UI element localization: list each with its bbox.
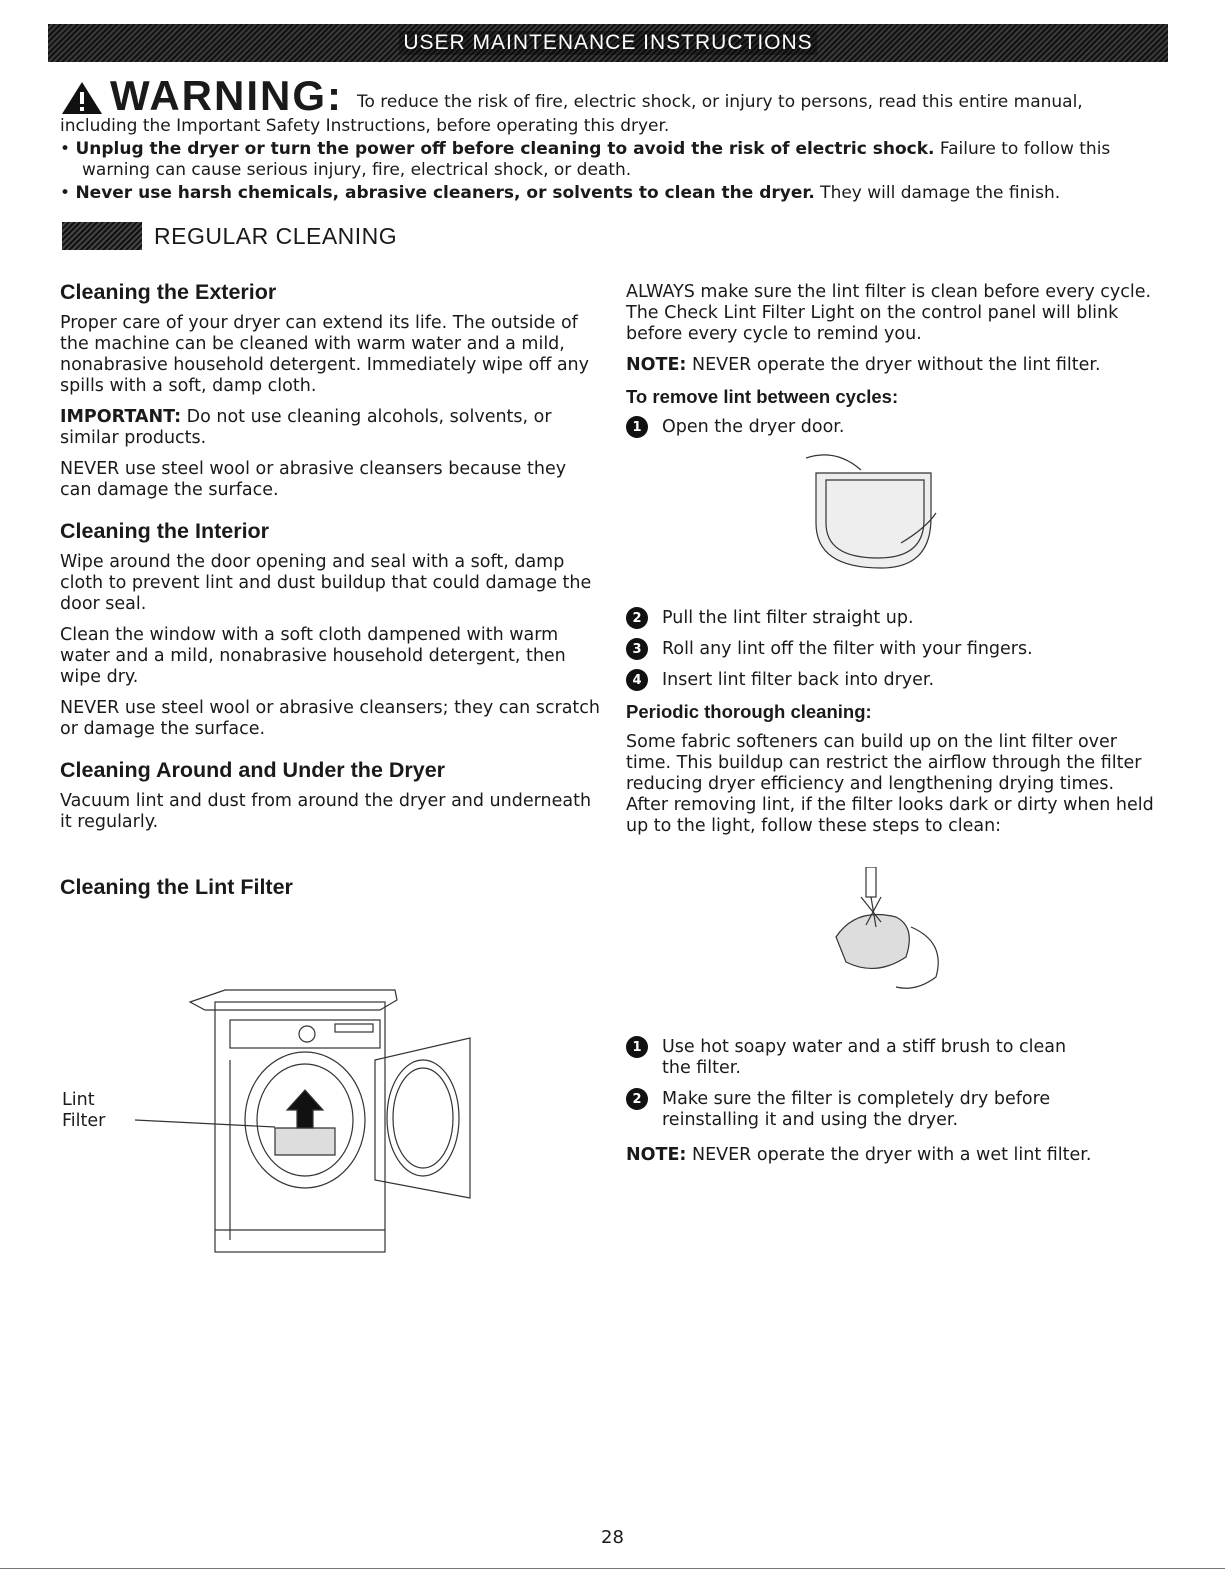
section-title: REGULAR CLEANING (154, 222, 398, 249)
important-label: IMPORTANT: (60, 407, 182, 427)
section-marker (62, 222, 142, 250)
around-title: Cleaning Around and Under the Dryer (60, 758, 446, 782)
remove-lint-title: To remove lint between cycles: (626, 386, 899, 407)
brush-illustration-area (626, 847, 1156, 1037)
step-text: Pull the lint filter straight up. (662, 608, 914, 628)
page-bottom-rule (0, 1568, 1225, 1569)
step-number: 2 (626, 1088, 648, 1110)
step-number: 4 (626, 669, 648, 691)
remove-step (626, 417, 1156, 438)
step-number: 2 (626, 607, 648, 629)
dryer-illustration (135, 980, 485, 1260)
remove-step (626, 639, 1156, 660)
always-paragraph: ALWAYS make sure the lint filter is clean before every cycle. The Check Lint Filter Light on the control panel will blink before every cycle to remind you. (626, 282, 1152, 344)
warning-text: To reduce the risk of fire, electric shock, or injury to persons, read this entire manual, (356, 92, 1083, 112)
note-paragraph-1 (626, 355, 1156, 376)
lint-label-line2: Filter (62, 1111, 106, 1131)
warning-bullet-unplug: • Unplug the dryer or turn the power off before cleaning to avoid the risk of electric shock. Failure to follow this warning can cause serious injury, fire, electrical shock, or death. (60, 139, 1111, 180)
note-label: NOTE: (626, 1145, 687, 1165)
important-text: Do not use cleaning alcohols, solvents, or similar products. (60, 407, 552, 448)
clean-step (626, 1089, 1156, 1131)
step-text: Use hot soapy water and a stiff brush to clean the filter. (662, 1037, 1067, 1078)
clean-step (626, 1037, 1156, 1079)
right-column (626, 282, 1156, 1176)
around-paragraph: Vacuum lint and dust from around the dryer and underneath it regularly. (60, 791, 592, 832)
lint-filter-label (62, 1090, 105, 1132)
step-number: 1 (626, 416, 648, 438)
banner-title: USER MAINTENANCE INSTRUCTIONS (399, 31, 816, 55)
exterior-paragraph: Proper care of your dryer can extend its life. The outside of the machine can be cleaned with warm water and a mild, nonabrasive household detergent. Immediately wipe off any spills with a soft, damp cloth. (60, 313, 589, 396)
remove-step (626, 670, 1156, 691)
warning-block (60, 72, 1160, 204)
left-column (60, 282, 600, 908)
warning-heading (60, 72, 343, 119)
step-text: Open the dryer door. (662, 417, 845, 437)
page-number: 28 (601, 1527, 624, 1548)
step-text: Roll any lint off the filter with your fingers. (662, 639, 1033, 659)
step-text: Insert lint filter back into dryer. (662, 670, 935, 690)
note-paragraph-2 (626, 1145, 1156, 1166)
warning-text-cont: including the Important Safety Instructions, before operating this dryer. (60, 116, 670, 136)
interior-title: Cleaning the Interior (60, 519, 270, 543)
warning-bullet-chemicals: • Never use harsh chemicals, abrasive cleaners, or solvents to clean the dryer. They will damage the finish. (60, 183, 1061, 203)
header-banner (48, 24, 1168, 62)
step-number: 3 (626, 638, 648, 660)
bullet-bold: Never use harsh chemicals, abrasive cleaners, or solvents to clean the dryer. (75, 183, 815, 203)
note-label: NOTE: (626, 355, 687, 375)
step-number: 1 (626, 1036, 648, 1058)
periodic-cleaning-title: Periodic thorough cleaning: (626, 701, 872, 722)
important-paragraph (60, 407, 600, 449)
lint-filter-illustration (806, 448, 946, 578)
warning-triangle-icon (60, 80, 104, 116)
bullet-text: Failure to follow this warning can cause serious injury, fire, electrical shock, or death. (82, 139, 1111, 180)
warning-word: WARNING: (110, 72, 343, 119)
exterior-title: Cleaning the Exterior (60, 280, 277, 304)
bullet-bold: Unplug the dryer or turn the power off before cleaning to avoid the risk of electric shock. (75, 139, 935, 159)
bullet-text: They will damage the finish. (814, 183, 1061, 203)
note-text: NEVER operate the dryer with a wet lint filter. (686, 1145, 1092, 1165)
section-heading (62, 222, 397, 250)
periodic-paragraph: Some fabric softeners can build up on the lint filter over time. This buildup can restrict the airflow through the filter reducing dryer efficiency and lengthening drying times. After removing lint, if the filter looks dark or dirty when held up to the light, follow these steps to clean: (626, 732, 1154, 836)
remove-step (626, 608, 1156, 629)
interior-paragraph-2: Clean the window with a soft cloth dampened with warm water and a mild, nonabrasive household detergent, then wipe dry. (60, 625, 566, 687)
step-text: Make sure the filter is completely dry before reinstalling it and using the dryer. (662, 1089, 1051, 1130)
exterior-never-paragraph: NEVER use steel wool or abrasive cleansers because they can damage the surface. (60, 459, 567, 500)
filter-illustration-area (626, 448, 1156, 608)
note-text: NEVER operate the dryer without the lint filter. (686, 355, 1101, 375)
interior-paragraph-1: Wipe around the door opening and seal with a soft, damp cloth to prevent lint and dust buildup that could damage the door seal. (60, 552, 592, 614)
interior-paragraph-3: NEVER use steel wool or abrasive cleansers; they can scratch or damage the surface. (60, 698, 600, 739)
lint-filter-title: Cleaning the Lint Filter (60, 875, 293, 899)
lint-label-line1: Lint (62, 1090, 95, 1110)
brush-cleaning-illustration (816, 867, 956, 997)
